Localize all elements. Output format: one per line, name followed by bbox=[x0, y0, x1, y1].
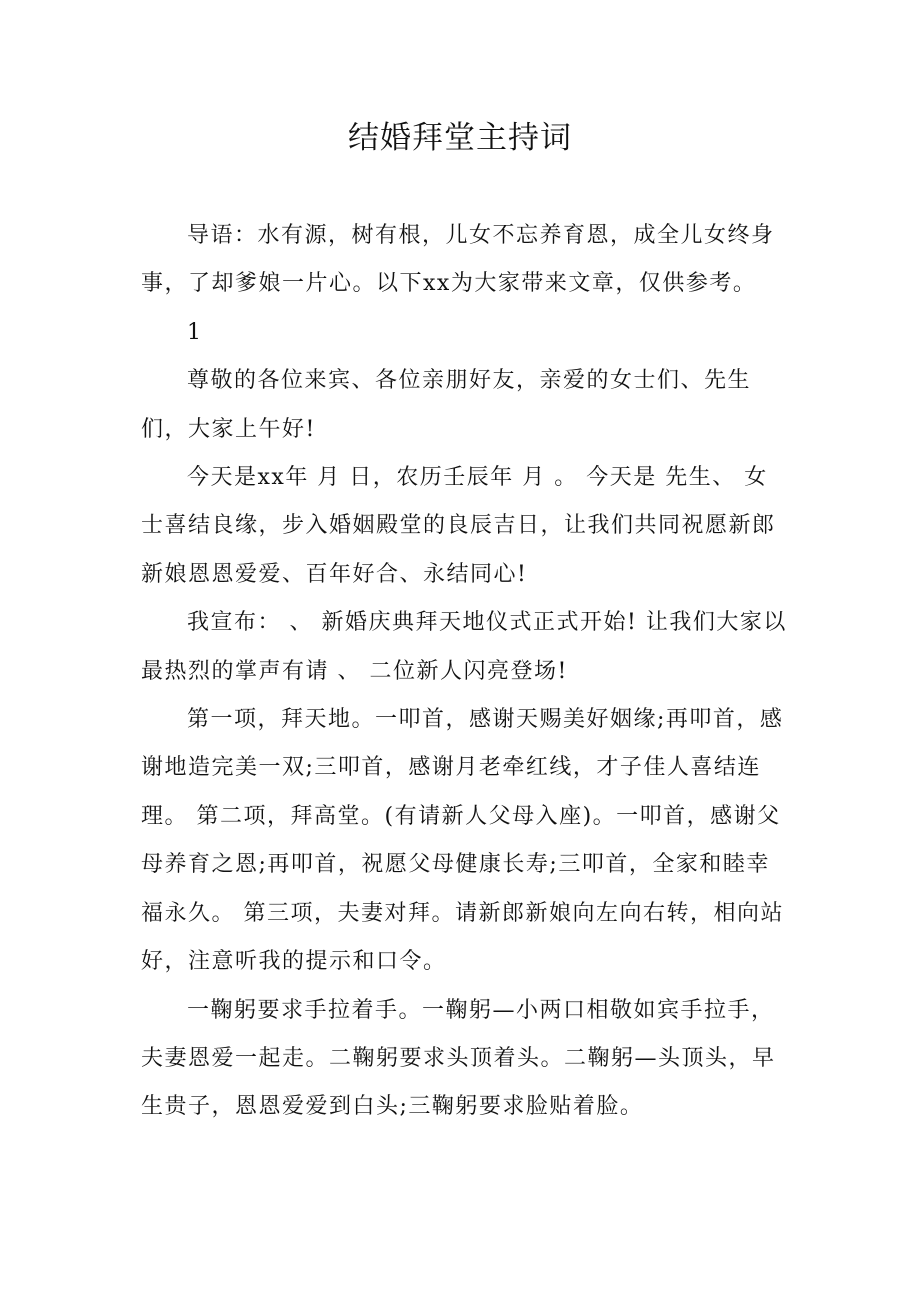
paragraph-section-number: 1 bbox=[187, 319, 203, 345]
paragraph-ceremony-steps: 第一项，拜天地。一叩首，感谢天赐美好姻缘;再叩首，感谢地造完美一双;三叩首，感谢月老牵红线，才子佳人喜结连理。 第二项，拜高堂。(有请新人父母入座)。一叩首，感谢父母养育之恩;再叩首，祝愿父母健康长寿;三叩首，全家和睦幸福永久。 第三项，夫妻对拜。请新郎新娘向左向右转，相向站好，注意听我的提示和口令。 bbox=[141, 707, 784, 975]
document-body bbox=[141, 212, 791, 1132]
paragraph-bows: 一鞠躬要求手拉着手。一鞠躬—小两口相敬如宾手拉手，夫妻恩爱一起走。二鞠躬要求头顶着头。二鞠躬—头顶头，早生贵子，恩恩爱爱到白头;三鞠躬要求脸贴着脸。 bbox=[141, 997, 776, 1120]
paragraph-announcement: 我宣布： 、 新婚庆典拜天地仪式正式开始! 让我们大家以最热烈的掌声有请 、 二位新人闪亮登场! bbox=[141, 610, 787, 684]
paragraph-date: 今天是xx年 月 日，农历壬辰年 月 。 今天是 先生、 女士喜结良缘，步入婚姻殿堂的良辰吉日，让我们共同祝愿新郎新娘恩恩爱爱、百年好合、永结同心! bbox=[141, 465, 776, 587]
document-title: 结婚拜堂主持词 bbox=[348, 120, 572, 156]
paragraph-greeting: 尊敬的各位来宾、各位亲朋好友，亲爱的女士们、先生们，大家上午好! bbox=[141, 368, 752, 442]
paragraph-intro: 导语：水有源，树有根，儿女不忘养育恩，成全儿女终身事，了却爹娘一片心。以下xx为大家带来文章，仅供参考。 bbox=[141, 223, 775, 297]
